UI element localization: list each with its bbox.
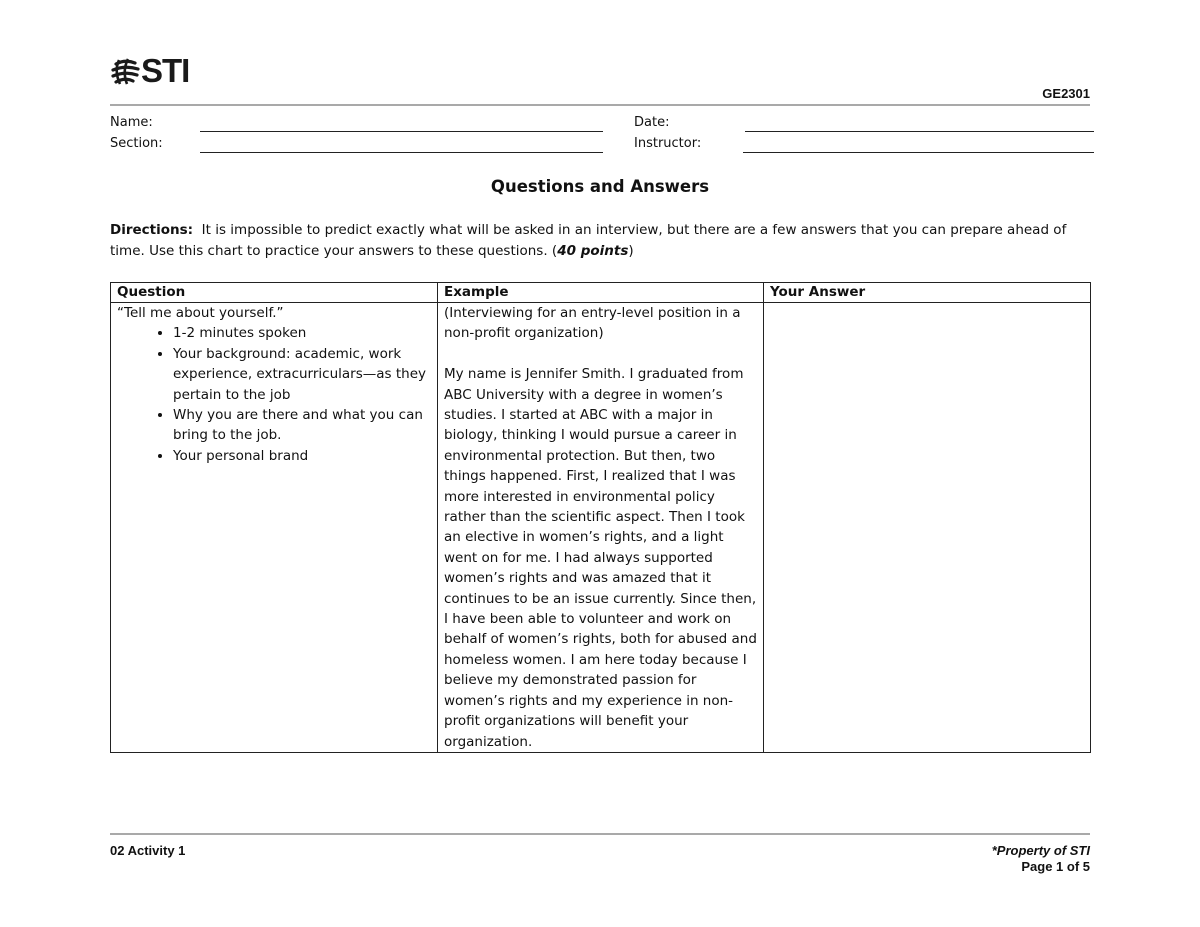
- directions: [110, 220, 1090, 262]
- example-answer: My name is Jennifer Smith. I graduated from ABC University with a degree in women’s studies. I started at ABC with a major in biology, thinking I would pursue a career in environmental protection. But then, two things happened. First, I realized that I was more interested in environmental policy rather than the scientific aspect. Then I took an elective in women’s rights, and a light went on for me. I had always supported women’s rights and was amazed that it continues to be an issue currently. Since then, I have been able to volunteer and work on behalf of women’s rights, both for abused and homeless women. I am here today because I believe my demonstrated passion for women’s rights and my experience in non-profit organizations will benefit your organization.: [444, 366, 757, 750]
- instructor-field[interactable]: [743, 152, 1094, 153]
- page-title: Questions and Answers: [490, 177, 710, 196]
- points: 40 points: [557, 243, 629, 259]
- directions-close: ): [628, 243, 634, 259]
- example-cell: [438, 303, 764, 753]
- activity-label: 02 Activity 1: [110, 843, 186, 858]
- question-cell: [111, 303, 438, 753]
- header-example: Example: [438, 283, 764, 303]
- list-item: • Your background: academic, work experience, extracurriculars—as they pertain to the job: [173, 344, 431, 405]
- your-answer-cell[interactable]: [764, 303, 1091, 753]
- date-field[interactable]: [745, 131, 1094, 132]
- table-header-row: [111, 283, 1091, 303]
- header-divider: [110, 104, 1090, 106]
- footer-right: [992, 843, 1090, 875]
- question-bullets: [117, 323, 431, 466]
- list-item: • 1-2 minutes spoken: [173, 323, 431, 343]
- qa-table: [110, 282, 1091, 753]
- property-notice: *Property of STI: [991, 843, 1090, 858]
- section-label: Section:: [110, 136, 163, 151]
- footer-divider: [110, 833, 1090, 835]
- globe-icon: [110, 56, 140, 86]
- table-row: [111, 303, 1091, 753]
- name-field[interactable]: [200, 131, 603, 132]
- section-field[interactable]: [200, 152, 603, 153]
- instructor-label: Instructor:: [634, 136, 702, 151]
- header-question: Question: [111, 283, 438, 303]
- directions-text: It is impossible to predict exactly what will be asked in an interview, but there are a few answers that you can prepare ahead of time. Use this chart to practice your answers to these questions. (: [110, 222, 1067, 259]
- list-item: • Why you are there and what you can bring to the job.: [173, 405, 431, 446]
- directions-label: Directions:: [110, 222, 194, 238]
- page-number: Page 1 of 5: [1021, 859, 1090, 874]
- example-context: (Interviewing for an entry-level position in a non-profit organization): [444, 305, 741, 342]
- sti-logo: [110, 54, 189, 88]
- date-label: Date:: [634, 115, 670, 130]
- question-prompt: “Tell me about yourself.”: [117, 305, 284, 321]
- header-your-answer: Your Answer: [764, 283, 1091, 303]
- list-item: • Your personal brand: [173, 446, 431, 466]
- logo-text: STI: [141, 52, 190, 89]
- name-label: Name:: [110, 115, 153, 130]
- course-code: GE2301: [1042, 86, 1090, 101]
